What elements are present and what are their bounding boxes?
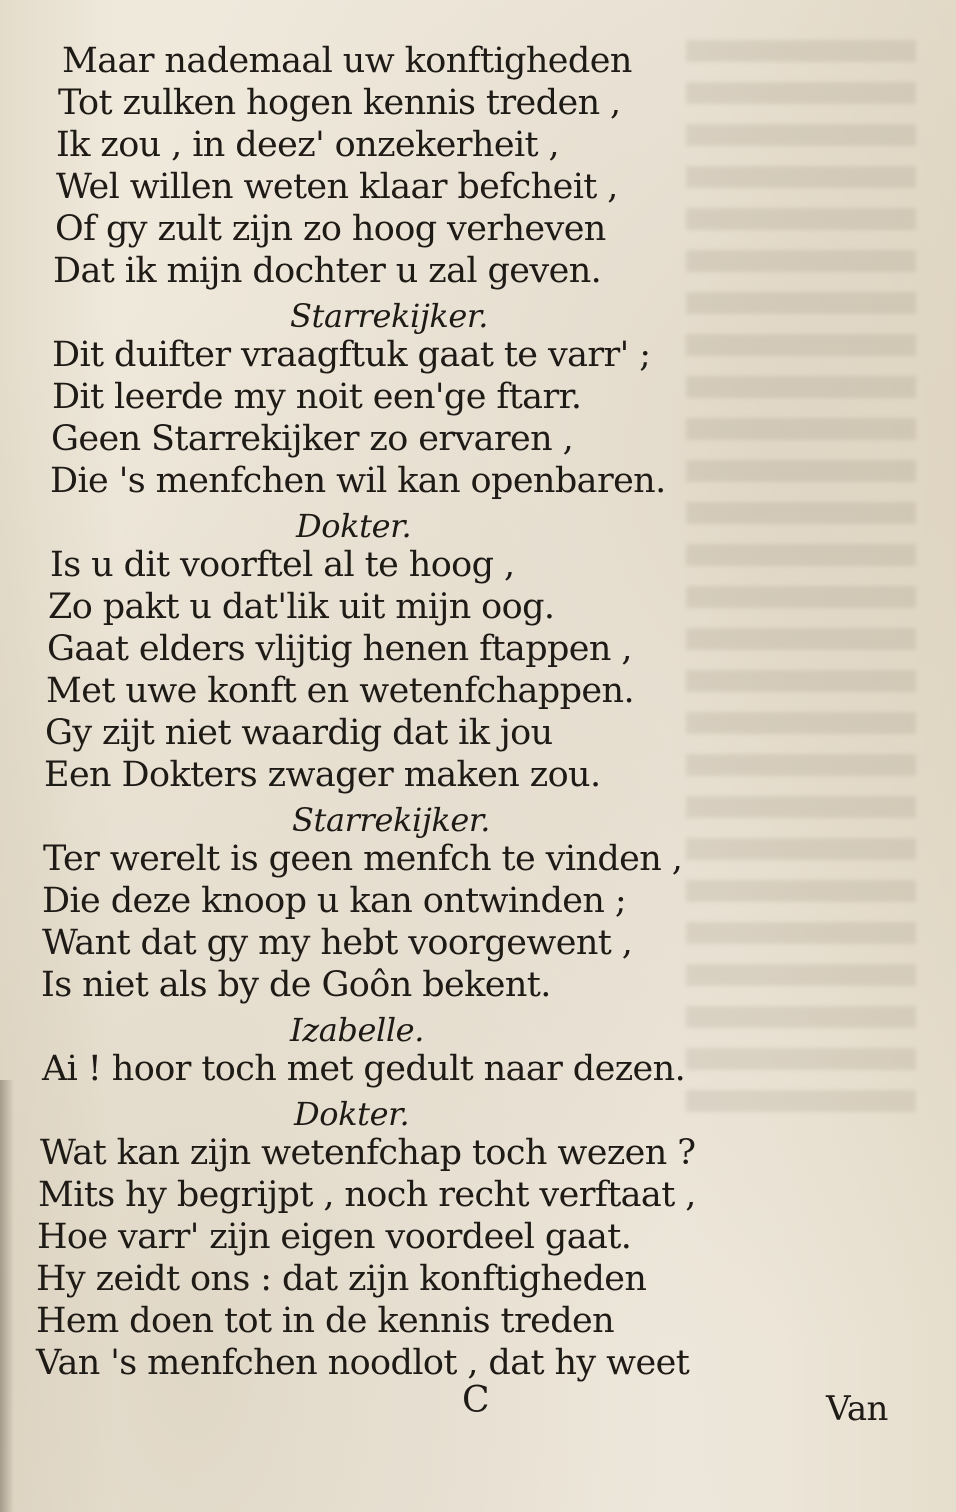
- verse-line: Mits hy begrijpt , noch recht verftaat ,: [38, 1175, 696, 1215]
- verse-line: Van 's menfchen noodlot , dat hy weet: [36, 1343, 690, 1383]
- verse-line: Dit leerde my noit een'ge ftarr.: [52, 377, 582, 417]
- speaker-name: Izabelle.: [290, 1011, 424, 1049]
- verse-line: Gy zijt niet waardig dat ik jou: [45, 713, 553, 753]
- signature-mark: C: [462, 1380, 490, 1421]
- speaker-name: Starrekijker.: [292, 801, 491, 839]
- verse-line: Ter werelt is geen menfch te vinden ,: [43, 839, 683, 879]
- verse-line: Een Dokters zwager maken zou.: [44, 755, 601, 795]
- verse-line: Is u dit voorftel al te hoog ,: [50, 545, 515, 585]
- verse-line: Wel willen weten klaar befcheit ,: [56, 167, 618, 207]
- verse-line: Hy zeidt ons : dat zijn konftigheden: [36, 1259, 647, 1299]
- verse-line: Geen Starrekijker zo ervaren ,: [51, 419, 574, 459]
- verse-line: Hoe varr' zijn eigen voordeel gaat.: [37, 1217, 632, 1257]
- speaker-name: Dokter.: [294, 1095, 410, 1133]
- verse-line: Zo pakt u dat'lik uit mijn oog.: [48, 587, 555, 627]
- verse-line: Of gy zult zijn zo hoog verheven: [55, 209, 606, 249]
- verse-line: Wat kan zijn wetenfchap toch wezen ?: [40, 1133, 696, 1173]
- verse-line: Want dat gy my hebt voorgewent ,: [42, 923, 633, 963]
- verse-line: Hem doen tot in de kennis treden: [36, 1301, 615, 1341]
- verse-line: Dit duifter vraagftuk gaat te varr' ;: [52, 335, 651, 375]
- verse-line: Die 's menfchen wil kan openbaren.: [50, 461, 666, 501]
- verse-line: Dat ik mijn dochter u zal geven.: [53, 251, 602, 291]
- binding-edge: [0, 1080, 14, 1512]
- verse-line: Ik zou , in deez' onzekerheit ,: [56, 125, 560, 165]
- verse-line: Is niet als by de Goôn bekent.: [41, 965, 551, 1005]
- verse-line: Gaat elders vlijtig henen ftappen ,: [47, 629, 632, 669]
- verse-line: Die deze knoop u kan ontwinden ;: [42, 881, 627, 921]
- verse-line: Maar nademaal uw konftigheden: [62, 41, 632, 81]
- catchword: Van: [826, 1389, 888, 1429]
- speaker-name: Starrekijker.: [290, 297, 489, 335]
- verse-line: Ai ! hoor toch met gedult naar dezen.: [42, 1049, 686, 1089]
- speaker-name: Dokter.: [296, 507, 412, 545]
- verse-line: Met uwe konft en wetenfchappen.: [46, 671, 634, 711]
- show-through-text: [686, 40, 916, 1120]
- verse-line: Tot zulken hogen kennis treden ,: [58, 83, 621, 123]
